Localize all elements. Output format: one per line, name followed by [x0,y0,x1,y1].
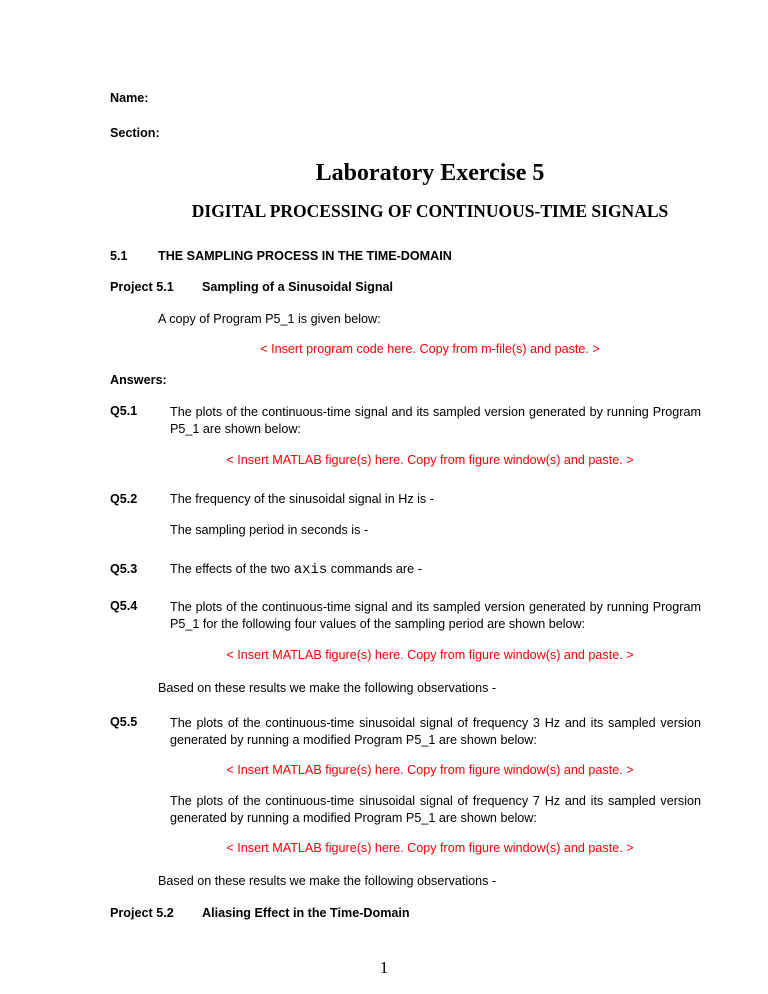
question-label: Q5.2 [110,492,138,506]
question-text-line: P5_1 are shown below: [170,422,301,436]
question-text-line: generated by running a modified Program P5_1 are shown below: [170,733,537,747]
code-placeholder: < Insert program code here. Copy from m-file(s) and paste. > [260,342,600,356]
question-text-part: The effects of the two [170,562,294,576]
question-text-line: generated by running a modified Program P5_1 are shown below: [170,811,537,825]
figure-placeholder: < Insert MATLAB figure(s) here. Copy from figure window(s) and paste. > [226,648,634,662]
observations-text: Based on these results we make the following observations - [158,874,497,888]
figure-placeholder: < Insert MATLAB figure(s) here. Copy from figure window(s) and paste. > [226,763,634,777]
page-subtitle: DIGITAL PROCESSING OF CONTINUOUS-TIME SIGNALS [191,201,669,221]
page-title: Laboratory Exercise 5 [315,160,545,186]
project-label: Project 5.1 [110,280,174,294]
question-text-line: P5_1 for the following four values of the sampling period are shown below: [170,617,586,631]
page-number: 1 [379,958,389,977]
observations-text: Based on these results we make the following observations - [158,681,497,695]
project-title: Sampling of a Sinusoidal Signal [202,280,394,294]
name-label: Name: [110,91,149,105]
figure-placeholder: < Insert MATLAB figure(s) here. Copy from figure window(s) and paste. > [226,841,634,855]
question-text: The frequency of the sinusoidal signal in Hz is - [170,492,434,506]
question-label: Q5.1 [110,404,138,418]
question-text: The sampling period in seconds is - [170,523,369,537]
section-label: Section: [110,126,160,140]
section-title: THE SAMPLING PROCESS IN THE TIME-DOMAIN [158,249,452,263]
question-label: Q5.3 [110,562,138,576]
answers-label: Answers: [110,373,167,387]
question-text-line: The plots of the continuous-time sinusoidal signal of frequency 3 Hz and its sampled version [170,716,701,730]
project-intro: A copy of Program P5_1 is given below: [158,312,381,326]
question-text [170,561,422,579]
question-text-line: The plots of the continuous-time sinusoidal signal of frequency 7 Hz and its sampled version [170,794,701,808]
section-number: 5.1 [110,249,128,263]
question-text-part: commands are - [327,562,422,576]
project-title: Aliasing Effect in the Time-Domain [202,906,410,920]
figure-placeholder: < Insert MATLAB figure(s) here. Copy from figure window(s) and paste. > [226,453,634,467]
question-label: Q5.4 [110,599,138,613]
code-keyword: axis [293,562,328,578]
question-label: Q5.5 [110,715,138,729]
project-label: Project 5.2 [110,906,174,920]
question-text-line: The plots of the continuous-time signal and its sampled version generated by running Program [170,405,701,419]
question-text-line: The plots of the continuous-time signal and its sampled version generated by running Program [170,600,701,614]
